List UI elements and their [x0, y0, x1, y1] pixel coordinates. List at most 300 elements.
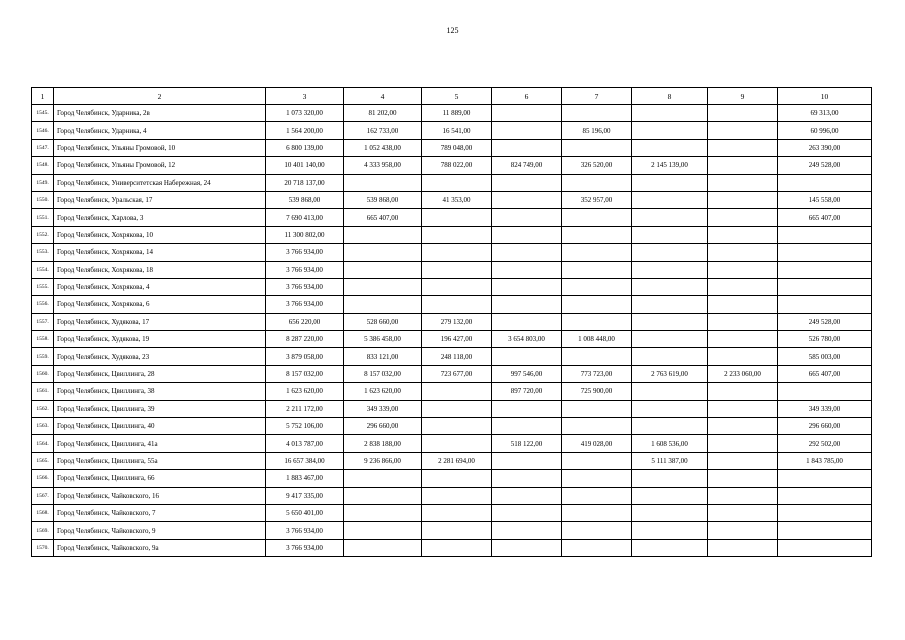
column-header: 4: [344, 88, 422, 105]
cell-value-col-9: [708, 191, 778, 208]
cell-value-col-4: 349 339,00: [344, 400, 422, 417]
cell-value-col-10: [778, 174, 872, 191]
table-row: [32, 418, 872, 435]
cell-value-col-9: [708, 174, 778, 191]
cell-value-col-7: [562, 348, 632, 365]
cell-value-col-6: [492, 174, 562, 191]
cell-value-col-10: [778, 487, 872, 504]
cell-value-col-5: [422, 504, 492, 521]
cell-value-col-4: [344, 522, 422, 539]
cell-value-col-6: 3 654 803,00: [492, 331, 562, 348]
cell-value-col-8: [632, 226, 708, 243]
cell-value-col-6: 997 546,00: [492, 365, 562, 382]
cell-address: Город Челябинск, Уральская, 17: [54, 191, 266, 208]
cell-value-col-4: [344, 539, 422, 556]
cell-value-col-7: [562, 470, 632, 487]
cell-value-col-3: 16 657 384,00: [266, 452, 344, 469]
table-row: [32, 348, 872, 365]
cell-value-col-10: [778, 539, 872, 556]
cell-value-col-8: [632, 418, 708, 435]
cell-value-col-4: 8 157 032,00: [344, 365, 422, 382]
cell-value-col-6: [492, 452, 562, 469]
cell-row-number: 1564.: [32, 435, 54, 452]
cell-value-col-10: 263 390,00: [778, 139, 872, 156]
cell-value-col-10: 145 558,00: [778, 191, 872, 208]
column-header: 10: [778, 88, 872, 105]
cell-value-col-5: [422, 470, 492, 487]
page-number: 125: [446, 26, 459, 35]
cell-value-col-3: 1 623 620,00: [266, 383, 344, 400]
cell-row-number: 1548.: [32, 157, 54, 174]
cell-value-col-9: [708, 105, 778, 122]
cell-value-col-5: [422, 226, 492, 243]
cell-value-col-3: 3 766 934,00: [266, 244, 344, 261]
cell-value-col-10: [778, 470, 872, 487]
cell-value-col-9: [708, 122, 778, 139]
cell-row-number: 1568.: [32, 504, 54, 521]
cell-value-col-8: [632, 383, 708, 400]
cell-value-col-10: [778, 261, 872, 278]
cell-value-col-10: [778, 244, 872, 261]
cell-value-col-4: [344, 470, 422, 487]
cell-row-number: 1561.: [32, 383, 54, 400]
cell-value-col-10: 665 407,00: [778, 209, 872, 226]
cell-value-col-5: 196 427,00: [422, 331, 492, 348]
cell-row-number: 1549.: [32, 174, 54, 191]
cell-value-col-6: [492, 105, 562, 122]
table-row: [32, 122, 872, 139]
cell-value-col-7: [562, 487, 632, 504]
cell-row-number: 1562.: [32, 400, 54, 417]
cell-address: Город Челябинск, Цвиллинга, 66: [54, 470, 266, 487]
cell-value-col-6: 824 749,00: [492, 157, 562, 174]
cell-value-col-3: 1 073 320,00: [266, 105, 344, 122]
cell-value-col-6: [492, 504, 562, 521]
cell-row-number: 1557.: [32, 313, 54, 330]
cell-value-col-3: 5 752 106,00: [266, 418, 344, 435]
cell-value-col-9: [708, 452, 778, 469]
cell-value-col-10: [778, 296, 872, 313]
cell-address: Город Челябинск, Худякова, 17: [54, 313, 266, 330]
cell-row-number: 1569.: [32, 522, 54, 539]
cell-value-col-8: [632, 209, 708, 226]
cell-row-number: 1567.: [32, 487, 54, 504]
cell-value-col-6: [492, 418, 562, 435]
cell-value-col-5: [422, 418, 492, 435]
table-row: [32, 470, 872, 487]
cell-value-col-6: [492, 244, 562, 261]
cell-address: Город Челябинск, Цвиллинга, 40: [54, 418, 266, 435]
cell-value-col-9: [708, 504, 778, 521]
cell-value-col-9: [708, 435, 778, 452]
cell-value-col-6: [492, 400, 562, 417]
cell-value-col-6: [492, 313, 562, 330]
cell-value-col-7: [562, 313, 632, 330]
cell-value-col-4: 665 407,00: [344, 209, 422, 226]
cell-value-col-10: [778, 504, 872, 521]
cell-value-col-7: [562, 296, 632, 313]
cell-value-col-7: [562, 418, 632, 435]
cell-address: Город Челябинск, Чайковского, 16: [54, 487, 266, 504]
cell-value-col-7: 1 008 448,00: [562, 331, 632, 348]
cell-value-col-5: [422, 244, 492, 261]
cell-row-number: 1566.: [32, 470, 54, 487]
cell-value-col-4: [344, 487, 422, 504]
cell-value-col-6: [492, 209, 562, 226]
cell-value-col-4: 296 660,00: [344, 418, 422, 435]
cell-value-col-5: [422, 296, 492, 313]
table-body: [32, 105, 872, 557]
cell-row-number: 1563.: [32, 418, 54, 435]
cell-value-col-3: 539 868,00: [266, 191, 344, 208]
cell-value-col-6: [492, 487, 562, 504]
cell-value-col-4: [344, 226, 422, 243]
cell-value-col-6: [492, 122, 562, 139]
cell-value-col-8: [632, 487, 708, 504]
cell-value-col-7: [562, 139, 632, 156]
table-row: [32, 539, 872, 556]
cell-row-number: 1552.: [32, 226, 54, 243]
cell-value-col-8: [632, 522, 708, 539]
cell-value-col-3: 7 690 413,00: [266, 209, 344, 226]
cell-value-col-10: 1 843 785,00: [778, 452, 872, 469]
cell-row-number: 1550.: [32, 191, 54, 208]
table-row: [32, 487, 872, 504]
cell-value-col-6: 518 122,00: [492, 435, 562, 452]
cell-value-col-4: [344, 504, 422, 521]
cell-value-col-8: [632, 191, 708, 208]
cell-value-col-8: [632, 244, 708, 261]
cell-value-col-6: [492, 261, 562, 278]
cell-value-col-8: [632, 331, 708, 348]
cell-address: Город Челябинск, Цвиллинга, 28: [54, 365, 266, 382]
cell-value-col-10: 585 003,00: [778, 348, 872, 365]
table-row: [32, 191, 872, 208]
cell-value-col-8: [632, 313, 708, 330]
cell-value-col-7: 85 196,00: [562, 122, 632, 139]
cell-value-col-10: 60 996,00: [778, 122, 872, 139]
cell-value-col-7: [562, 174, 632, 191]
cell-address: Город Челябинск, Ульяны Громовой, 12: [54, 157, 266, 174]
cell-value-col-4: 1 623 620,00: [344, 383, 422, 400]
cell-value-col-9: [708, 226, 778, 243]
cell-value-col-4: 5 386 458,00: [344, 331, 422, 348]
cell-value-col-7: [562, 209, 632, 226]
cell-value-col-9: [708, 522, 778, 539]
table-row: [32, 244, 872, 261]
cell-address: Город Челябинск, Ударника, 2в: [54, 105, 266, 122]
column-header: 5: [422, 88, 492, 105]
cell-value-col-8: [632, 122, 708, 139]
cell-value-col-5: 16 541,00: [422, 122, 492, 139]
cell-row-number: 1553.: [32, 244, 54, 261]
cell-row-number: 1547.: [32, 139, 54, 156]
cell-address: Город Челябинск, Харлова, 3: [54, 209, 266, 226]
cell-value-col-5: 788 022,00: [422, 157, 492, 174]
cell-value-col-4: [344, 296, 422, 313]
cell-address: Город Челябинск, Худякова, 19: [54, 331, 266, 348]
cell-value-col-8: [632, 296, 708, 313]
cell-row-number: 1556.: [32, 296, 54, 313]
cell-address: Город Челябинск, Чайковского, 7: [54, 504, 266, 521]
cell-value-col-5: [422, 522, 492, 539]
cell-value-col-4: 9 236 866,00: [344, 452, 422, 469]
cell-value-col-4: 162 733,00: [344, 122, 422, 139]
cell-value-col-9: [708, 487, 778, 504]
cell-value-col-8: [632, 278, 708, 295]
cell-value-col-4: [344, 244, 422, 261]
cell-value-col-5: 41 353,00: [422, 191, 492, 208]
cell-value-col-6: 897 720,00: [492, 383, 562, 400]
table-row: [32, 261, 872, 278]
table-row: [32, 365, 872, 382]
cell-value-col-4: 2 838 188,00: [344, 435, 422, 452]
cell-row-number: 1565.: [32, 452, 54, 469]
table-row: [32, 105, 872, 122]
cell-value-col-3: 11 300 802,00: [266, 226, 344, 243]
cell-value-col-3: 9 417 335,00: [266, 487, 344, 504]
cell-value-col-7: [562, 226, 632, 243]
cell-value-col-3: 6 800 139,00: [266, 139, 344, 156]
cell-value-col-4: [344, 261, 422, 278]
cell-value-col-7: [562, 105, 632, 122]
cell-value-col-9: [708, 278, 778, 295]
cell-value-col-9: [708, 400, 778, 417]
cell-value-col-10: 349 339,00: [778, 400, 872, 417]
cell-value-col-6: [492, 470, 562, 487]
cell-address: Город Челябинск, Чайковского, 9а: [54, 539, 266, 556]
table-row: [32, 331, 872, 348]
cell-value-col-9: [708, 331, 778, 348]
cell-value-col-8: 1 608 536,00: [632, 435, 708, 452]
cell-value-col-3: 8 157 032,00: [266, 365, 344, 382]
cell-row-number: 1560.: [32, 365, 54, 382]
cell-value-col-6: [492, 539, 562, 556]
table-row: [32, 400, 872, 417]
cell-row-number: 1545.: [32, 105, 54, 122]
cell-value-col-10: 526 780,00: [778, 331, 872, 348]
table-row: [32, 383, 872, 400]
cell-value-col-10: 249 528,00: [778, 313, 872, 330]
cell-address: Город Челябинск, Хохрякова, 10: [54, 226, 266, 243]
table-row: [32, 452, 872, 469]
cell-value-col-5: [422, 174, 492, 191]
cell-value-col-6: [492, 278, 562, 295]
cell-value-col-5: [422, 400, 492, 417]
cell-value-col-4: 1 052 438,00: [344, 139, 422, 156]
cell-value-col-8: [632, 400, 708, 417]
cell-address: Город Челябинск, Чайковского, 9: [54, 522, 266, 539]
cell-value-col-8: 5 111 387,00: [632, 452, 708, 469]
cell-address: Город Челябинск, Цвиллинга, 39: [54, 400, 266, 417]
cell-value-col-7: [562, 244, 632, 261]
cell-value-col-5: 279 132,00: [422, 313, 492, 330]
cell-value-col-3: 5 650 401,00: [266, 504, 344, 521]
cell-value-col-7: 419 028,00: [562, 435, 632, 452]
cell-value-col-6: [492, 348, 562, 365]
cell-value-col-3: 10 401 140,00: [266, 157, 344, 174]
table-header-row: [32, 88, 872, 105]
cell-value-col-8: [632, 174, 708, 191]
cell-value-col-6: [492, 226, 562, 243]
cell-value-col-8: [632, 348, 708, 365]
cell-value-col-5: [422, 209, 492, 226]
cell-value-col-9: [708, 261, 778, 278]
cell-value-col-4: 4 333 958,00: [344, 157, 422, 174]
cell-value-col-3: 3 766 934,00: [266, 522, 344, 539]
cell-value-col-7: [562, 400, 632, 417]
cell-address: Город Челябинск, Ударника, 4: [54, 122, 266, 139]
cell-row-number: 1546.: [32, 122, 54, 139]
cell-value-col-5: [422, 278, 492, 295]
cell-value-col-5: 11 889,00: [422, 105, 492, 122]
cell-value-col-8: [632, 539, 708, 556]
table-row: [32, 313, 872, 330]
cell-value-col-3: 3 879 058,00: [266, 348, 344, 365]
cell-value-col-5: 248 118,00: [422, 348, 492, 365]
table-row: [32, 296, 872, 313]
cell-value-col-4: 539 868,00: [344, 191, 422, 208]
cell-value-col-10: 292 502,00: [778, 435, 872, 452]
cell-address: Город Челябинск, Цвиллинга, 38: [54, 383, 266, 400]
cell-address: Город Челябинск, Цвиллинга, 55а: [54, 452, 266, 469]
cell-value-col-4: [344, 174, 422, 191]
cell-value-col-9: [708, 157, 778, 174]
cell-value-col-3: 1 564 200,00: [266, 122, 344, 139]
cell-value-col-5: 2 281 694,00: [422, 452, 492, 469]
cell-address: Город Челябинск, Ульяны Громовой, 10: [54, 139, 266, 156]
cell-value-col-3: 3 766 934,00: [266, 296, 344, 313]
cell-row-number: 1555.: [32, 278, 54, 295]
cell-value-col-7: 773 723,00: [562, 365, 632, 382]
cell-value-col-6: [492, 139, 562, 156]
cell-value-col-5: [422, 383, 492, 400]
cell-value-col-10: [778, 522, 872, 539]
cell-value-col-10: [778, 278, 872, 295]
column-header: 9: [708, 88, 778, 105]
cell-value-col-8: [632, 261, 708, 278]
cell-value-col-7: [562, 504, 632, 521]
table-row: [32, 522, 872, 539]
cell-value-col-8: [632, 504, 708, 521]
cell-row-number: 1570.: [32, 539, 54, 556]
cell-value-col-9: [708, 139, 778, 156]
cell-value-col-10: 665 407,00: [778, 365, 872, 382]
column-header: 7: [562, 88, 632, 105]
cell-value-col-10: [778, 383, 872, 400]
cell-value-col-7: 326 520,00: [562, 157, 632, 174]
cell-value-col-8: [632, 105, 708, 122]
cell-value-col-7: [562, 261, 632, 278]
cell-value-col-7: [562, 539, 632, 556]
cell-value-col-4: [344, 278, 422, 295]
cell-value-col-4: 528 660,00: [344, 313, 422, 330]
cell-address: Город Челябинск, Хохрякова, 18: [54, 261, 266, 278]
cell-value-col-7: [562, 452, 632, 469]
cell-address: Город Челябинск, Хохрякова, 4: [54, 278, 266, 295]
cell-value-col-5: [422, 487, 492, 504]
cell-value-col-4: 81 202,00: [344, 105, 422, 122]
cell-value-col-3: 656 220,00: [266, 313, 344, 330]
cell-address: Город Челябинск, Худякова, 23: [54, 348, 266, 365]
cell-value-col-3: 1 883 467,00: [266, 470, 344, 487]
table-row: [32, 209, 872, 226]
cell-value-col-3: 3 766 934,00: [266, 278, 344, 295]
cell-value-col-7: [562, 278, 632, 295]
cell-value-col-10: 296 660,00: [778, 418, 872, 435]
cell-value-col-9: [708, 348, 778, 365]
cell-address: Город Челябинск, Университетская Набережная, 24: [54, 174, 266, 191]
cell-row-number: 1554.: [32, 261, 54, 278]
cell-value-col-8: 2 145 139,00: [632, 157, 708, 174]
cell-value-col-8: 2 763 619,00: [632, 365, 708, 382]
cell-value-col-3: 4 013 787,00: [266, 435, 344, 452]
cell-value-col-6: [492, 296, 562, 313]
cell-address: Город Челябинск, Хохрякова, 14: [54, 244, 266, 261]
cell-value-col-5: [422, 435, 492, 452]
cell-value-col-9: [708, 539, 778, 556]
column-header: 8: [632, 88, 708, 105]
cell-value-col-3: 2 211 172,00: [266, 400, 344, 417]
cell-value-col-10: [778, 226, 872, 243]
table-row: [32, 226, 872, 243]
column-header: 6: [492, 88, 562, 105]
cell-value-col-9: [708, 209, 778, 226]
cell-value-col-5: 789 048,00: [422, 139, 492, 156]
table-row: [32, 174, 872, 191]
cell-row-number: 1558.: [32, 331, 54, 348]
cell-value-col-10: 249 528,00: [778, 157, 872, 174]
column-header: 1: [32, 88, 54, 105]
cell-value-col-3: 8 287 220,00: [266, 331, 344, 348]
cell-value-col-3: 3 766 934,00: [266, 261, 344, 278]
cell-value-col-3: 3 766 934,00: [266, 539, 344, 556]
table-row: [32, 139, 872, 156]
cell-value-col-7: 352 957,00: [562, 191, 632, 208]
column-header: 2: [54, 88, 266, 105]
cell-value-col-5: [422, 539, 492, 556]
data-table: [31, 87, 872, 557]
cell-address: Город Челябинск, Цвиллинга, 41а: [54, 435, 266, 452]
cell-value-col-8: [632, 139, 708, 156]
cell-row-number: 1551.: [32, 209, 54, 226]
cell-value-col-9: [708, 470, 778, 487]
cell-value-col-6: [492, 522, 562, 539]
cell-value-col-9: [708, 244, 778, 261]
cell-value-col-6: [492, 191, 562, 208]
cell-value-col-5: 723 677,00: [422, 365, 492, 382]
cell-value-col-3: 20 718 137,00: [266, 174, 344, 191]
cell-value-col-9: [708, 383, 778, 400]
cell-value-col-5: [422, 261, 492, 278]
table-row: [32, 435, 872, 452]
cell-row-number: 1559.: [32, 348, 54, 365]
table-row: [32, 278, 872, 295]
cell-value-col-9: [708, 296, 778, 313]
cell-value-col-9: [708, 418, 778, 435]
cell-value-col-4: 833 121,00: [344, 348, 422, 365]
table-row: [32, 504, 872, 521]
column-header: 3: [266, 88, 344, 105]
cell-value-col-7: 725 900,00: [562, 383, 632, 400]
cell-value-col-9: 2 233 060,00: [708, 365, 778, 382]
cell-value-col-9: [708, 313, 778, 330]
cell-value-col-8: [632, 470, 708, 487]
cell-value-col-10: 69 313,00: [778, 105, 872, 122]
cell-value-col-7: [562, 522, 632, 539]
table-row: [32, 157, 872, 174]
cell-address: Город Челябинск, Хохрякова, 6: [54, 296, 266, 313]
